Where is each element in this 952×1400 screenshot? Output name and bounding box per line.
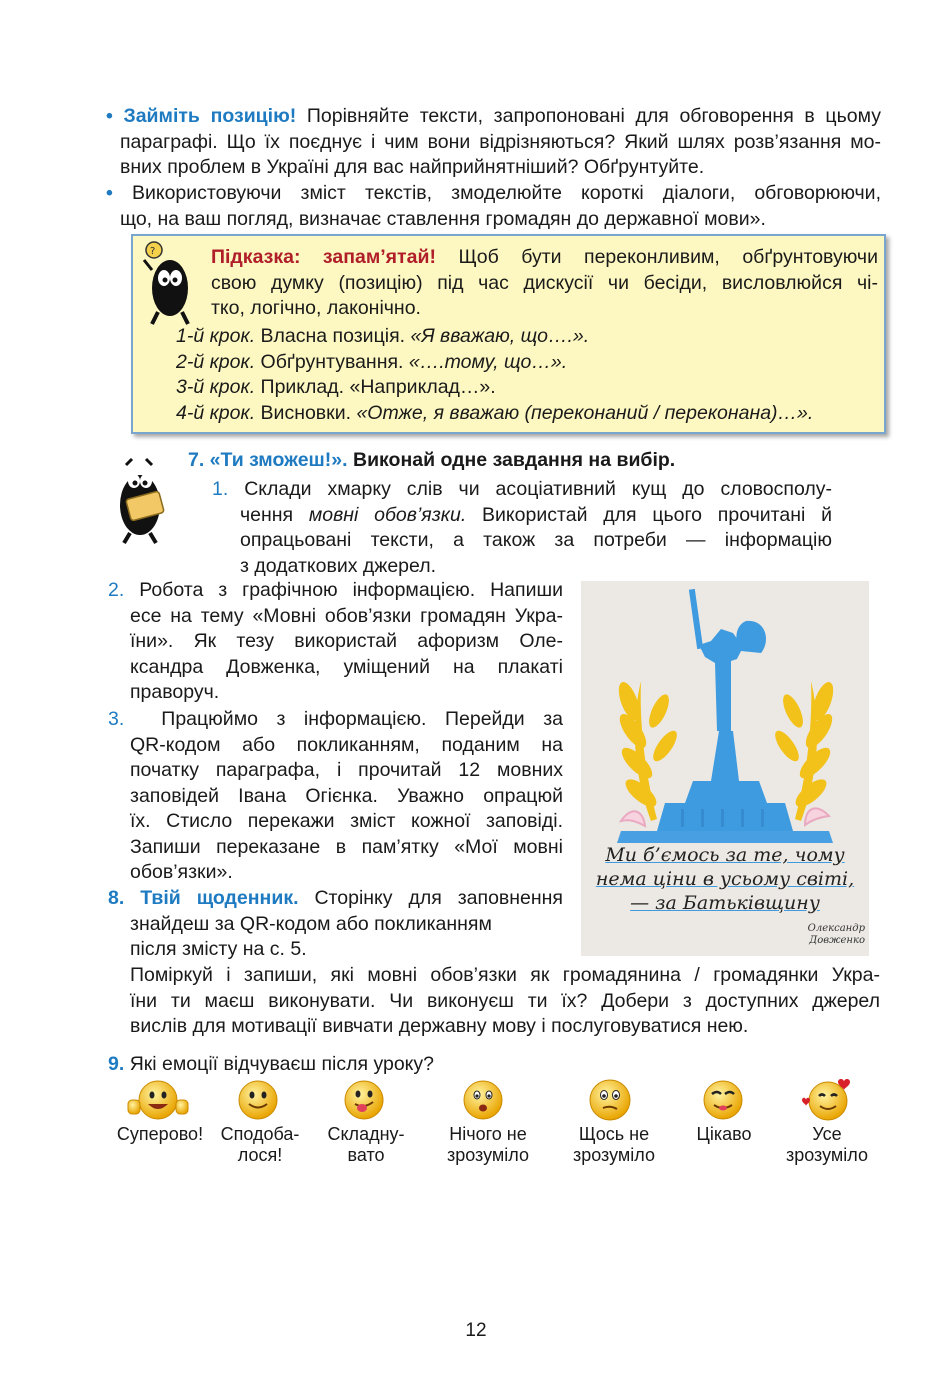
dovzhenko-poster — [581, 581, 869, 956]
emotion-label: Усе зрозуміло — [785, 1124, 868, 1165]
task-position-line: вних проблем в Україні для вас найприйнятніший? Обґрунтуйте. — [120, 156, 705, 178]
curious-face-icon — [700, 1078, 746, 1122]
hint-step: 2-й крок. Обґрунтування. «….тому, що…». — [176, 350, 568, 373]
emotion-label: Складну- вато — [327, 1124, 405, 1165]
bullet-icon: • — [106, 105, 113, 127]
task7-item3: 3. Працюймо з інформацією. Перейди за QR-кодом або покликанням, поданим на початку параграфа, і прочитай 12 мовних заповідей Івана Огієнка. Уважно опрацюй їх. Стисло перекажи зміст кожної заповіді. Запиши переказане в пам’ятку «Мої мовні обов’язки». — [108, 708, 563, 883]
task-position-line: Порівняйте тексти, запропоновані для обговорення в цьому — [306, 105, 881, 127]
hint-line: Щоб бути переконливим, обґрунтовуючи — [458, 246, 878, 268]
task-dialog-line: що, на ваш погляд, визначає ставлення громадян до державної мови». — [120, 207, 766, 230]
bullet-icon: • — [106, 182, 113, 204]
task8: 8. Твій щоденник. Сторінку для заповнення знайдеш за QR-кодом або покликанням після змісту на с. 5. — [108, 887, 563, 960]
emotion-label: Щось не зрозуміло — [572, 1124, 655, 1165]
thumbs-up-smiley-icon — [126, 1078, 190, 1122]
task-dialog-line: Використовуючи зміст текстів, змоделюйте короткі діалоги, обговорюючи, — [131, 182, 881, 204]
task9-question: 9. Які емоції відчуваєш після уроку? — [108, 1053, 435, 1075]
task-position-line: параграфі. Що їх поєднує і чим вони відрізняються? Який шлях розв’язання мо- — [120, 130, 881, 153]
smiling-face-icon — [236, 1078, 280, 1122]
hint-step: 1-й крок. Власна позиція. «Я вважаю, що….». — [176, 325, 590, 347]
task8-continued: Поміркуй і запиши, які мовні обов’язки як громадянина / громадянки Укра- їни ти маєш виконувати. Чи виконуєш ти їх? Добери з доступних джерел вислів для мотивації вивчати державну мову і послуговуватися нею. — [130, 964, 880, 1037]
task-dialog — [106, 181, 881, 232]
poster-author: Олександр Довженко — [807, 923, 865, 946]
hint-step: 4-й крок. Висновки. «Отже, я вважаю (переконаний / переконана)…». — [176, 401, 814, 424]
emotion-label: Суперово! — [116, 1124, 204, 1144]
emotion-label: Сподоба- лося! — [220, 1124, 300, 1165]
confused-face-icon — [586, 1078, 634, 1122]
hint-text — [211, 245, 878, 322]
task7-item2: 2. Робота з графічною інформацією. Напиши есе на тему «Мовні обов’язки громадян Укра- їни». Як тезу використай афоризм Оле- ксандра Довженка, уміщений на плакаті праворуч. — [108, 579, 563, 703]
task7-subtitle: Виконай одне завдання на вибір. — [352, 449, 676, 471]
task-position-title: Займіть позицію! — [123, 105, 297, 127]
emotion-label: Нічого не зрозуміло — [446, 1124, 529, 1165]
hint-title: Підказка: запам’ятай! — [211, 246, 436, 268]
love-face-icon — [800, 1076, 856, 1122]
hint-line: тко, логічно, лаконічно. — [211, 297, 421, 319]
svg-text:?: ? — [150, 246, 156, 257]
task7-item1: 1. Склади хмарку слів чи асоціативний кущ до словосполу- чення мовні обов’язки. Використай для цього прочитані й опрацьовані тексти, а також за потреби — інформацію з додаткових джерел. — [212, 478, 833, 577]
character-with-card-icon — [108, 455, 174, 545]
emotion-label: Цікаво — [696, 1124, 752, 1144]
hint-step: 3-й крок. Приклад. «Наприклад…». — [176, 376, 496, 398]
hint-steps — [176, 324, 881, 426]
poster-quote: Ми б’ємось за те, чому нема ціни в усьому світі, — за Батьківщину — [595, 844, 855, 914]
surprised-face-icon — [461, 1078, 505, 1122]
task7-title: 7. «Ти зможеш!». — [188, 449, 348, 471]
page-number: 12 — [465, 1320, 487, 1341]
hint-line: свою думку (позицію) під час дискусії чи бесіди, висловлюйся чі- — [211, 271, 878, 294]
tongue-face-icon — [342, 1078, 386, 1122]
task7-heading — [188, 448, 888, 474]
task8-title: 8. Твій щоденник. — [108, 887, 299, 909]
task-position — [106, 104, 881, 181]
thinking-character-icon — [140, 240, 196, 326]
